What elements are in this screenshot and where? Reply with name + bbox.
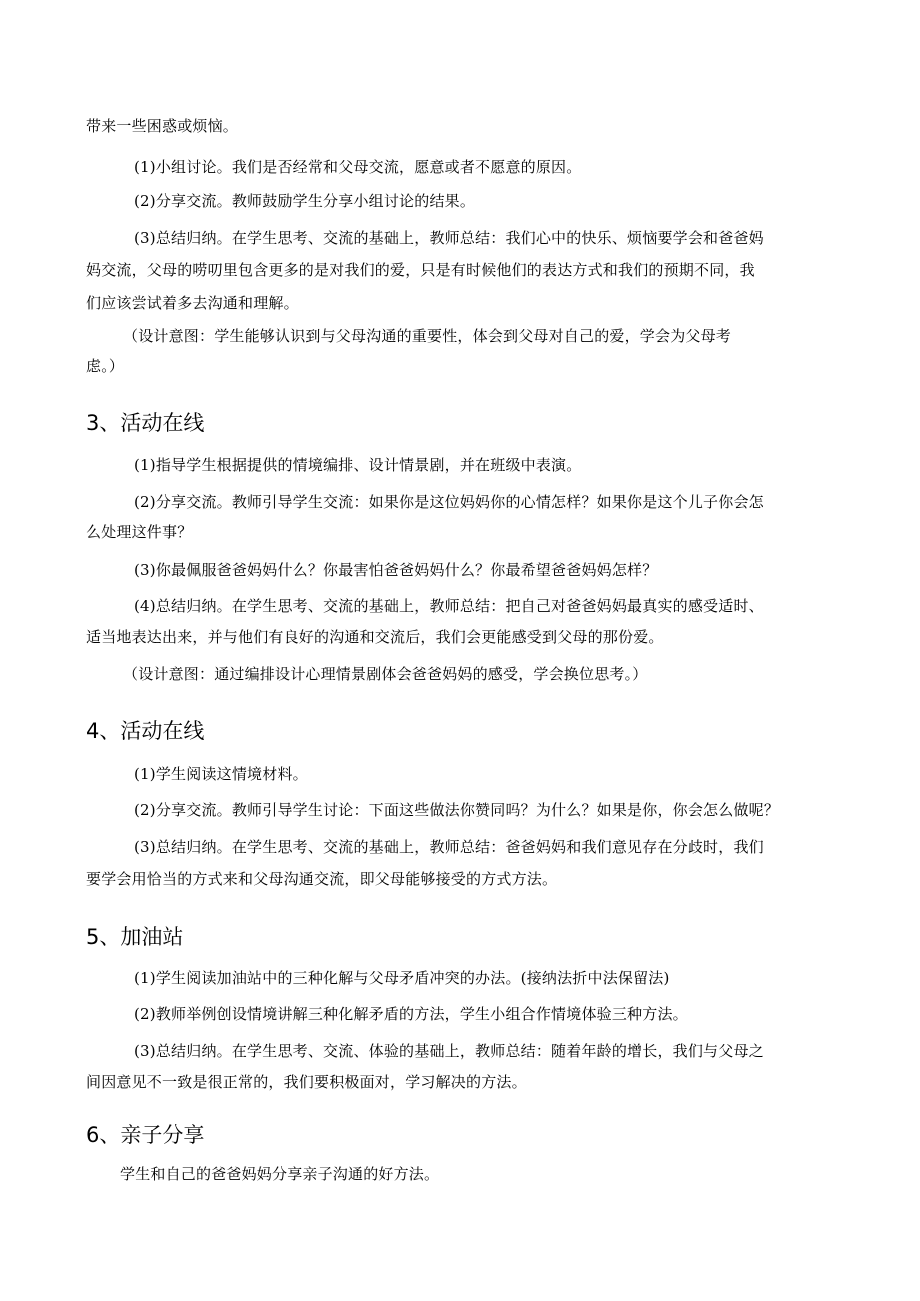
list-item: (2)分享交流。教师引导学生交流：如果你是这位妈妈你的心情怎样？如果你是这个儿子你会怎 — [134, 493, 764, 511]
list-item-continuation: 间因意见不一致是很正常的，我们要积极面对，学习解决的方法。 — [86, 1073, 527, 1091]
list-item-continuation: 们应该尝试着多去沟通和理解。 — [86, 294, 299, 312]
list-item: (2)分享交流。教师引导学生讨论：下面这些做法你赞同吗？为什么？如果是你，你会怎么做呢？ — [134, 801, 780, 819]
list-item: (1)小组讨论。我们是否经常和父母交流，愿意或者不愿意的原因。 — [134, 158, 582, 176]
list-item: (1)学生阅读这情境材料。 — [134, 765, 308, 783]
section-heading-6: 6、亲子分享 — [86, 1123, 205, 1147]
list-item: (1)指导学生根据提供的情境编排、设计情景剧，并在班级中表演。 — [134, 456, 582, 474]
list-item-continuation: 适当地表达出来，并与他们有良好的沟通和交流后，我们会更能感受到父母的那份爱。 — [86, 628, 664, 646]
list-item: (3)总结归纳。在学生思考、交流的基础上，教师总结：爸爸妈妈和我们意见存在分歧时，我们 — [134, 838, 764, 856]
list-item: (3)总结归纳。在学生思考、交流的基础上，教师总结：我们心中的快乐、烦恼要学会和爸爸妈 — [134, 229, 764, 247]
paragraph-continuation: 带来一些困惑或烦恼。 — [86, 117, 239, 135]
paragraph: 学生和自己的爸爸妈妈分享亲子沟通的好方法。 — [120, 1165, 440, 1183]
design-note-continuation: 虑。） — [86, 357, 125, 375]
list-item-continuation: 么处理这件事？ — [86, 523, 193, 541]
list-item-continuation: 要学会用恰当的方式来和父母沟通交流，即父母能够接受的方式方法。 — [86, 870, 558, 888]
list-item: (3)总结归纳。在学生思考、交流、体验的基础上，教师总结：随着年龄的增长，我们与父母之 — [134, 1042, 764, 1060]
section-heading-5: 5、加油站 — [86, 925, 184, 949]
design-note: （设计意图：学生能够认识到与父母沟通的重要性，体会到父母对自己的爱，学会为父母考 — [123, 327, 732, 345]
design-note: （设计意图：通过编排设计心理情景剧体会爸爸妈妈的感受，学会换位思考。） — [123, 665, 648, 683]
list-item: (2)分享交流。教师鼓励学生分享小组讨论的结果。 — [134, 192, 476, 210]
list-item-continuation: 妈交流，父母的唠叨里包含更多的是对我们的爱，只是有时候他们的表达方式和我们的预期不同，我 — [86, 261, 755, 279]
list-item: (3)你最佩服爸爸妈妈什么？你最害怕爸爸妈妈什么？你最希望爸爸妈妈怎样？ — [134, 561, 658, 579]
list-item: (4)总结归纳。在学生思考、交流的基础上，教师总结：把自己对爸爸妈妈最真实的感受适时、 — [134, 597, 764, 615]
list-item: (2)教师举例创设情境讲解三种化解矛盾的方法，学生小组合作情境体验三种方法。 — [134, 1005, 688, 1023]
section-heading-4: 4、活动在线 — [86, 719, 205, 743]
section-heading-3: 3、活动在线 — [86, 411, 205, 435]
list-item: (1)学生阅读加油站中的三种化解与父母矛盾冲突的办法。(接纳法折中法保留法) — [134, 969, 670, 987]
